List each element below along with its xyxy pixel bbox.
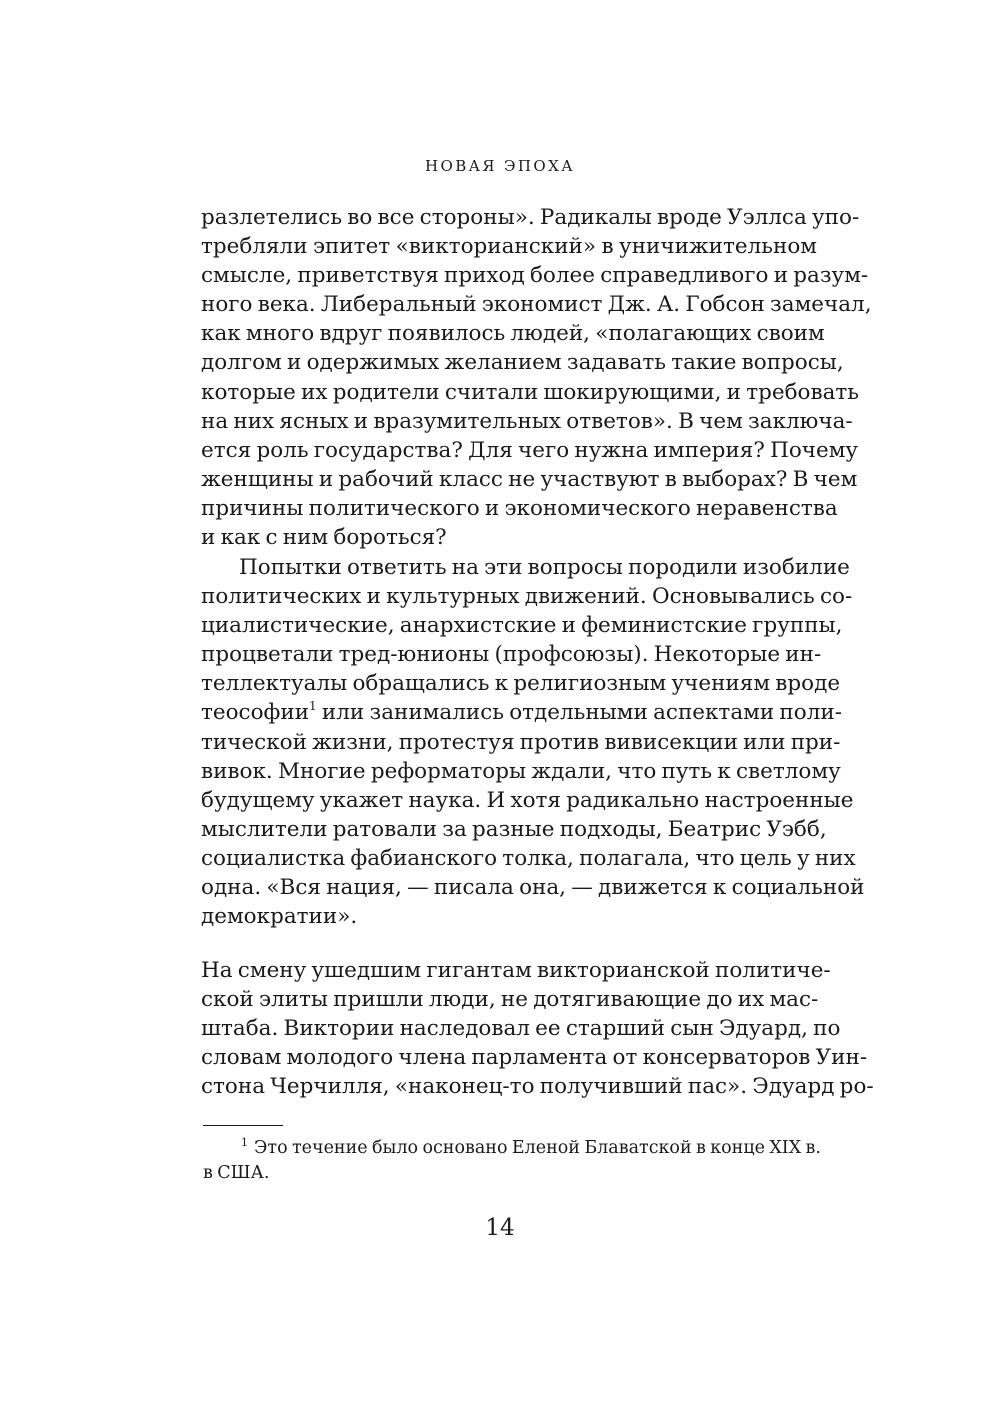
- text-line-with-footnote: [201, 698, 842, 727]
- text-line: теллектуалы обращались к религиозным учениям вроде: [201, 671, 841, 697]
- text-line: циалистические, анархистские и феминистские группы,: [201, 613, 843, 639]
- text-line: на них ясных и вразумительных ответов». В чем заключа-: [201, 408, 853, 434]
- text-line: мыслители ратовали за разные подходы, Беатрис Уэбб,: [201, 816, 827, 842]
- text-line: ного века. Либеральный экономист Дж. А. Гобсон замечал,: [201, 292, 872, 318]
- text-line: политических и культурных движений. Основывались со-: [201, 584, 853, 610]
- text-line: процветали тред-юнионы (профсоюзы). Некоторые ин-: [201, 642, 822, 668]
- text-line: как много вдруг появилось людей, «полагающих своим: [201, 321, 825, 347]
- text-line: социалистка фабианского толка, полагала, что цель у них: [201, 845, 856, 871]
- text-line: которые их родители считали шокирующими, и требовать: [201, 379, 860, 405]
- text-line: словам молодого члена парламента от консерваторов Уин-: [201, 1045, 868, 1071]
- body-paragraph-2: [201, 553, 865, 931]
- text-fragment: или занимались отдельными аспектами поли-: [316, 700, 842, 726]
- footnote-line: [203, 1136, 821, 1161]
- text-line: причины политического и экономического неравенства: [201, 495, 838, 521]
- text-line: женщины и рабочий класс не участвуют в выборах? В чем: [201, 466, 858, 492]
- footnote-reference[interactable]: 1: [309, 699, 317, 714]
- footnote-text: Это течение было основано Еленой Блаватской в конце XIX в.: [254, 1138, 821, 1158]
- text-line: ской элиты пришли люди, не дотягивающие до их мас-: [201, 987, 819, 1013]
- text-line: тической жизни, протестуя против вивисекции или при-: [201, 729, 841, 755]
- body-paragraph-3: [201, 956, 874, 1101]
- footnote-divider: [203, 1125, 283, 1126]
- text-line: штаба. Виктории наследовал ее старший сын Эдуард, по: [201, 1016, 841, 1042]
- body-paragraph-1: [201, 203, 872, 552]
- text-line: долгом и одержимых желанием задавать такие вопросы,: [201, 350, 844, 376]
- page-number: 14: [485, 1215, 515, 1241]
- footnote-marker: 1: [241, 1136, 248, 1149]
- footnote-line: в США.: [203, 1163, 270, 1183]
- footnote: [203, 1136, 821, 1186]
- text-line: стона Черчилля, «наконец-то получивший пас». Эдуард ро-: [201, 1074, 874, 1100]
- text-line: вивок. Многие реформаторы ждали, что путь к светлому: [201, 758, 841, 784]
- text-line: ется роль государства? Для чего нужна империя? Почему: [201, 437, 859, 463]
- text-line: одна. «Вся нация, — писала она, — движется к социальной: [201, 875, 865, 901]
- text-line: На смену ушедшим гигантам викторианской политиче-: [201, 958, 831, 983]
- text-line: Попытки ответить на эти вопросы породили изобилие: [239, 555, 850, 580]
- text-line: разлетелись во все стороны». Радикалы вроде Уэллса упо-: [201, 205, 860, 230]
- running-head: НОВАЯ ЭПОХА: [425, 157, 575, 175]
- text-fragment: теософии: [201, 700, 310, 726]
- text-line: демократии».: [201, 904, 358, 930]
- text-line: и как с ним бороться?: [201, 525, 447, 551]
- text-line: требляли эпитет «викторианский» в уничижительном: [201, 234, 817, 260]
- text-line: будущему укажет наука. И хотя радикально настроенные: [201, 787, 854, 813]
- text-line: смысле, приветствуя приход более справедливого и разум-: [201, 263, 869, 289]
